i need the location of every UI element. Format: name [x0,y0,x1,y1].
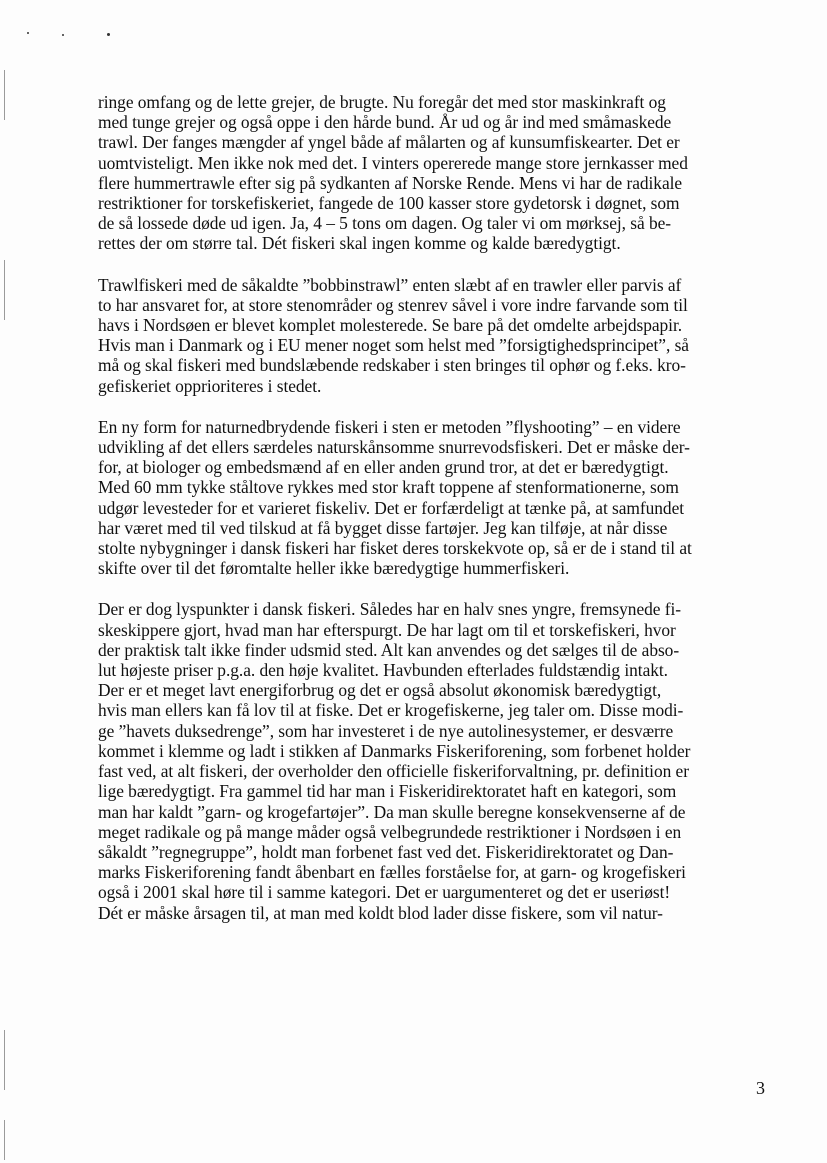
scan-margin-mark [4,1030,5,1090]
scan-speck [107,33,110,36]
text-line: havs i Nordsøen er blevet komplet molesterede. Se bare på det omdelte arbejdspapir. [98,315,683,336]
text-line: lut højeste priser p.g.a. den høje kvalitet. Havbunden efterlades fuldstændig intakt. [98,660,668,681]
text-line: Trawlfiskeri med de såkaldte ”bobbinstrawl” enten slæbt af en trawler eller parvis af [98,274,682,295]
text-line: fast ved, at alt fiskeri, der overholder den officielle fiskeriforvaltning, pr. definition er [98,761,689,782]
text-line: stolte nybygninger i dansk fiskeri har fisket deres torskekvote op, så er de i stand til at [98,538,692,559]
text-line: også i 2001 skal høre til i samme kategori. Det er uargumenteret og det er useriøst! [98,882,671,903]
text-line: for, at biologer og embedsmænd af en eller anden grund tror, at det er bæredygtigt. [98,457,669,478]
text-line: Med 60 mm tykke ståltove rykkes med stor kraft toppene af stenformationerne, som [98,477,679,498]
text-line: ringe omfang og de lette grejer, de brugte. Nu foregår det med stor maskinkraft og [98,92,666,112]
text-line: to har ansvaret for, at store stenområder og stenrev såvel i vore indre farvande som til [98,294,688,315]
document-body [98,92,786,944]
text-line: må og skal fiskeri med bundslæbende redskaber i sten bringes til ophør og f.eks. kro- [98,355,686,376]
text-line: har været med til ved tilskud at få bygget disse fartøjer. Jeg kan tilføje, at når disse [98,517,668,538]
text-line: de så lossede døde ud igen. Ja, 4 – 5 tons om dagen. Og taler vi om mørksej, så be- [98,213,672,234]
text-line: lige bæredygtigt. Fra gammel tid har man i Fiskeridirektoratet haft en kategori, som [98,781,677,802]
scan-margin-mark [4,70,5,120]
text-line: Der er et meget lavt energiforbrug og det er også absolut økonomisk bæredygtigt, [98,680,662,701]
text-line: rettes der om større tal. Dét fiskeri skal ingen komme og kalde bæredygtigt. [98,233,621,254]
text-line: marks Fiskeriforening fandt åbenbart en fælles forståelse for, at garn- og krogefiskeri [98,862,686,883]
paragraph [98,599,786,922]
text-line: skifte over til det føromtalte heller ikke bæredygtige hummerfiskeri. [98,558,570,579]
scan-margin-mark [4,260,5,320]
text-line: trawl. Der fanges mængder af yngel både af målarten og af kunsumfiskearter. Det er [98,132,680,153]
scan-speck [62,34,64,36]
text-line: såkaldt ”regnegruppe”, holdt man forbenet fast ved det. Fiskeridirektoratet og Dan- [98,841,674,862]
text-line: Hvis man i Danmark og i EU mener noget som helst med ”forsigtighedsprincipet”, så [98,335,689,356]
paragraph [98,275,786,396]
text-line: kommet i klemme og ladt i stikken af Danmarks Fiskeriforening, som forbenet holder [98,740,691,761]
text-line: meget radikale og på mange måder også velbegrundede restriktioner i Nordsøen i en [98,821,682,842]
page-number: 3 [756,1078,765,1098]
text-line: skeskippere gjort, hvad man har efterspurgt. De har lagt om til et torskefiskeri, hvor [98,619,676,640]
text-line: hvis man ellers kan få lov til at fiske. Det er krogefiskerne, jeg taler om. Disse modi- [98,700,684,721]
text-line: uomtvisteligt. Men ikke nok med det. I vinters opererede mange store jernkasser med [98,152,688,173]
paragraph [98,92,786,254]
text-line: Dét er måske årsagen til, at man med koldt blod lader disse fiskere, som vil natur- [98,902,663,923]
text-line: udgør levesteder for et varieret fiskeliv. Det er forfærdeligt at tænke på, at samfundet [98,497,685,518]
text-line: gefiskeriet opprioriteres i stedet. [98,375,322,396]
text-line: Der er dog lyspunkter i dansk fiskeri. Således har en halv snes yngre, fremsynede fi- [98,599,681,620]
text-line: der praktisk talt ikke finder udsmid sted. Alt kan anvendes og det sælges til de abso- [98,639,680,660]
paragraph [98,417,786,579]
text-line: flere hummertrawle efter sig på sydkanten af Norske Rende. Mens vi har de radikale [98,172,683,193]
scan-margin-mark [4,1120,5,1160]
text-line: ge ”havets duksedrenge”, som har investeret i de nye autolinesystemer, er desværre [98,720,674,741]
text-line: udvikling af det ellers særdeles naturskånsomme snurrevodsfiskeri. Det er måske der- [98,437,690,458]
text-line: man har kaldt ”garn- og krogefartøjer”. Da man skulle beregne konsekvenserne af de [98,801,686,822]
text-line: med tunge grejer og også oppe i den hårde bund. År ud og år ind med småmaskede [98,112,672,133]
text-line: restriktioner for torskefiskeriet, fangede de 100 kasser store gydetorsk i døgnet, som [98,193,680,214]
text-line: En ny form for naturnedbrydende fiskeri i sten er metoden ”flyshooting” – en videre [98,416,681,437]
scan-speck [27,32,29,34]
